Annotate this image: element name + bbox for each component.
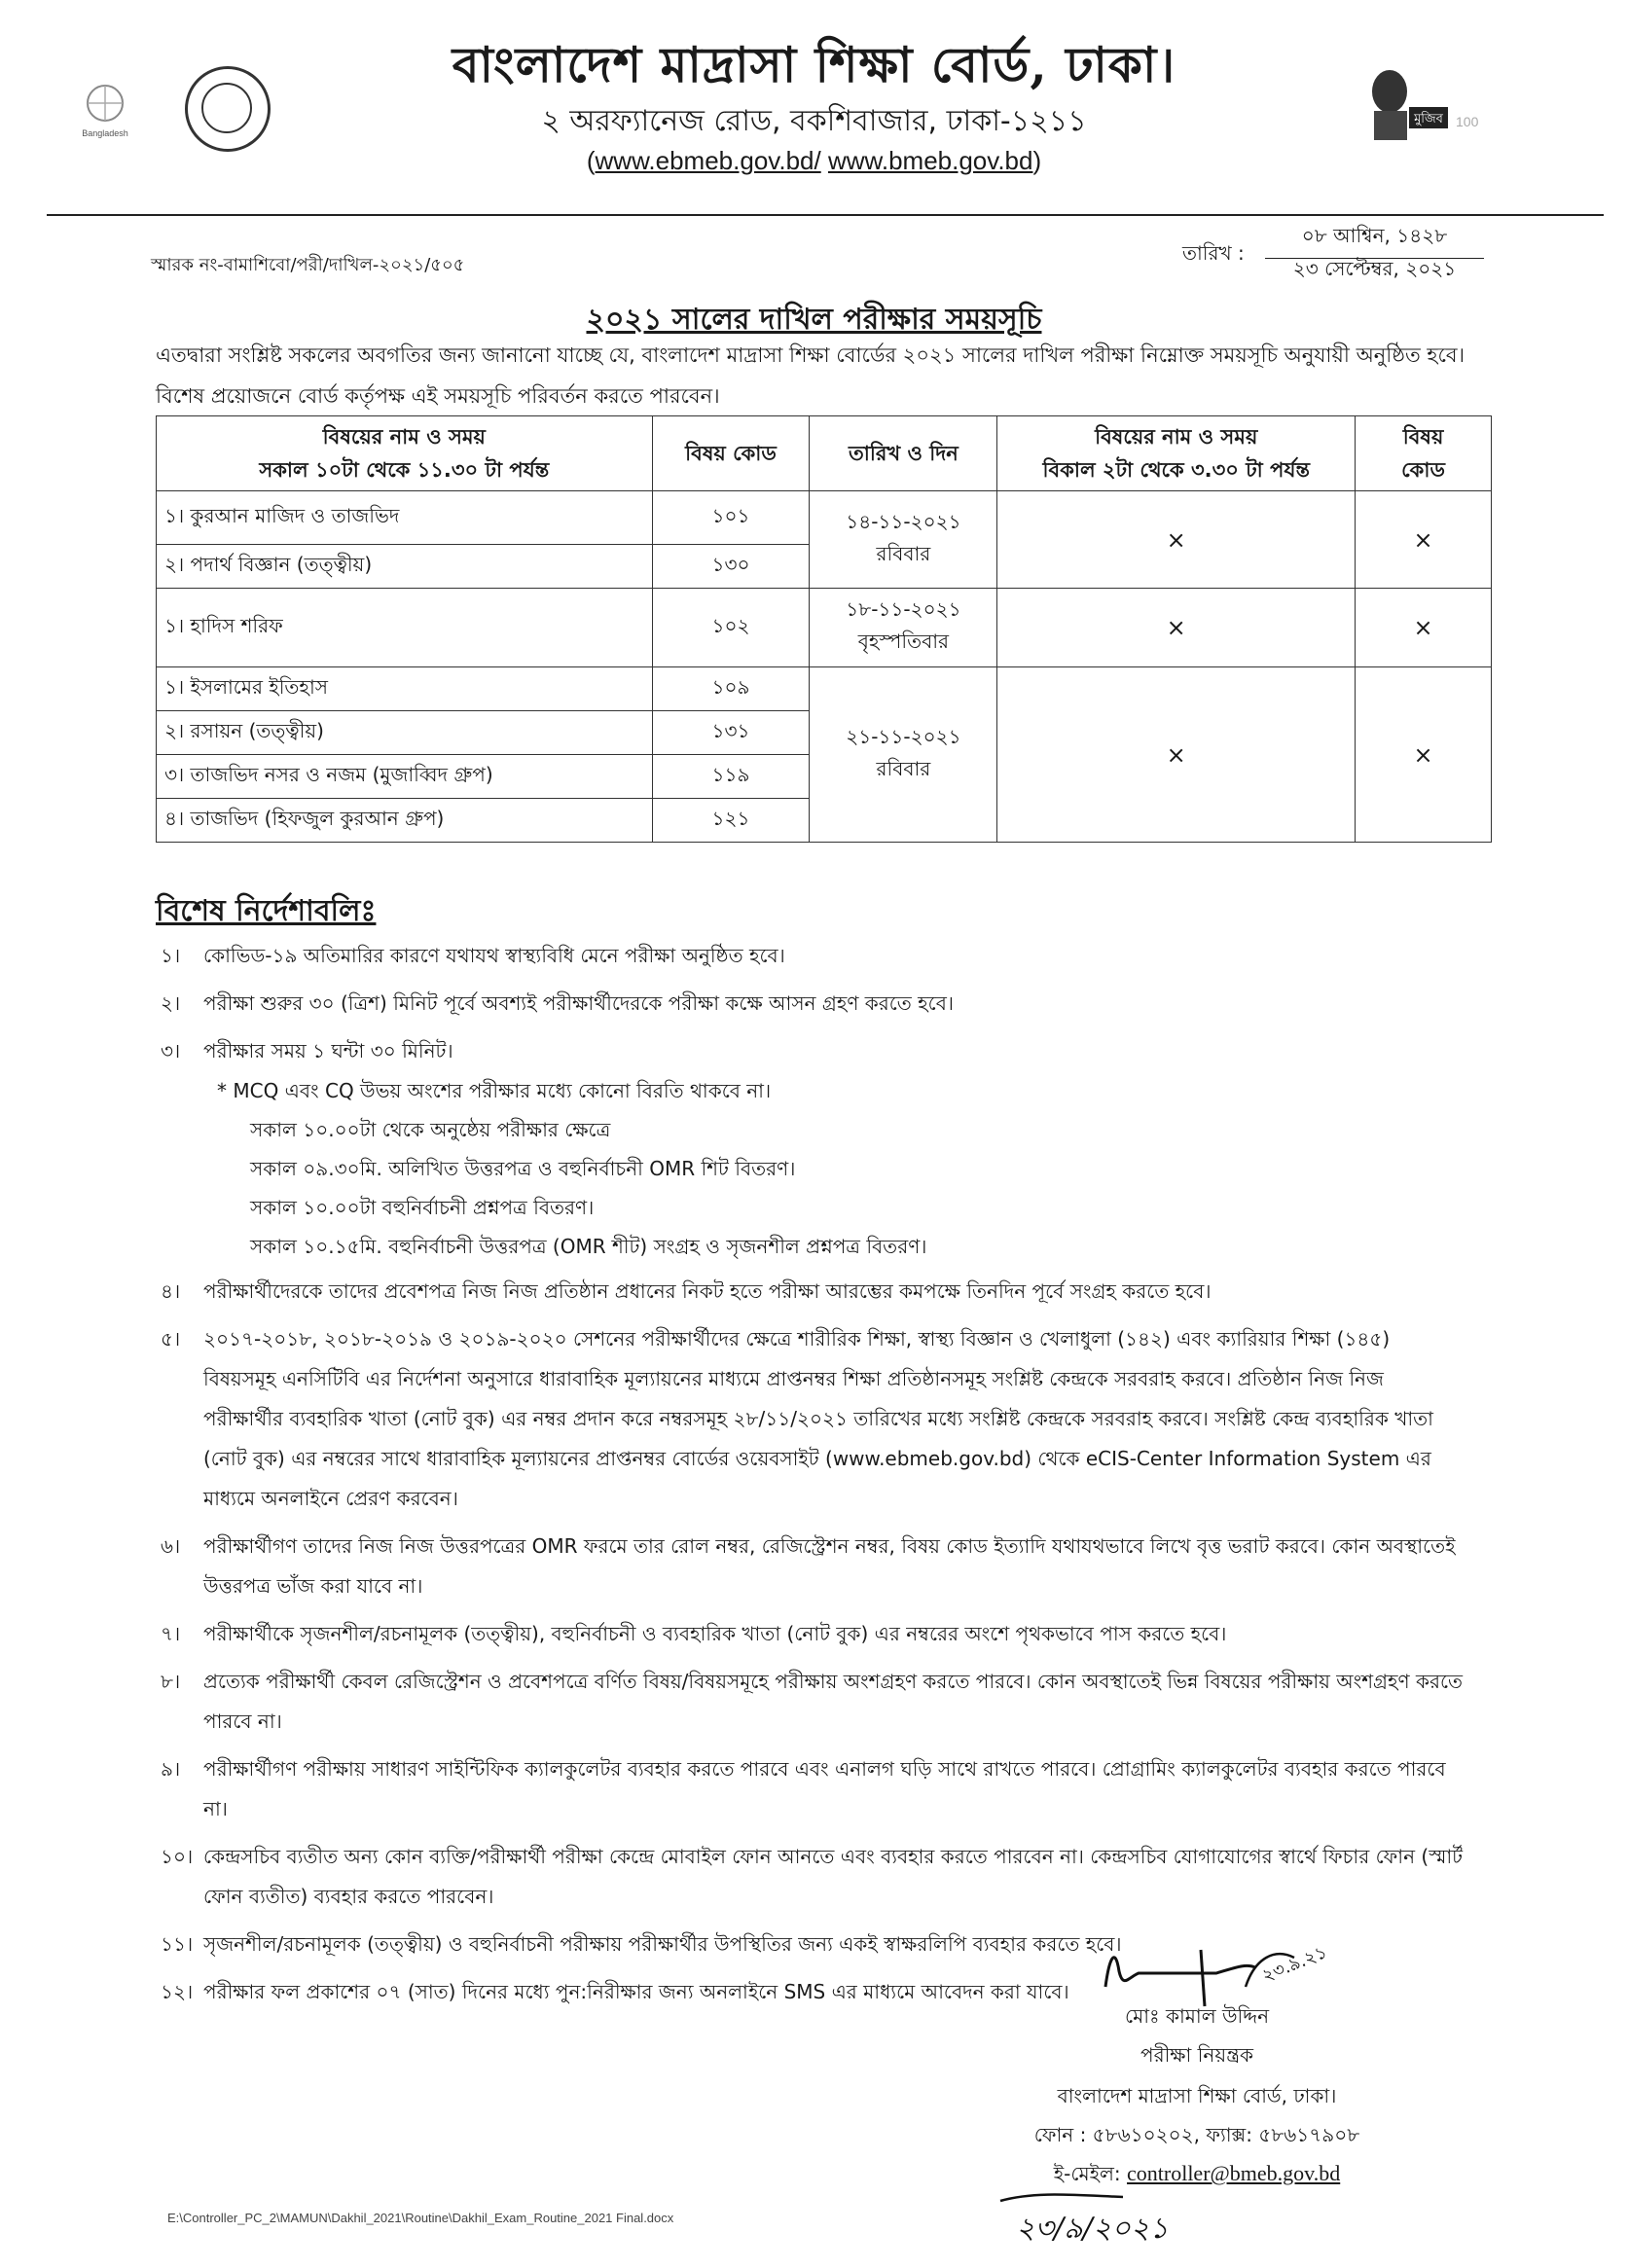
signatory-name: মোঃ কামাল উদ্দিন [1124, 2004, 1270, 2028]
subject-cell: ২। পদার্থ বিজ্ঞান (তত্ত্বীয়) [157, 545, 653, 589]
code-cell: ১০৯ [652, 667, 810, 711]
date-cell: ১৪-১১-২০২১ রবিবার [810, 491, 997, 589]
afternoon-subject-cell: × [997, 589, 1356, 667]
document-title: ২০২১ সালের দাখিল পরীক্ষার সময়সূচি [586, 303, 1042, 337]
signatory-office: বাংলাদেশ মাদ্রাসা শিক্ষা বোর্ড, ঢাকা। [1057, 2084, 1337, 2107]
afternoon-code-cell: × [1356, 589, 1492, 667]
list-item: ৪। পরীক্ষার্থীদেরকে তাদের প্রবেশপত্র নিজ নিজ প্রতিষ্ঠান প্রধানের নিকট হতে পরীক্ষা আরম্ভের কমপক্ষে তিনদিন পূর্বে সংগ্রহ করতে হবে। [161, 1279, 1212, 1303]
sub-item: সকাল ১০.০০টা থেকে অনুষ্ঠেয় পরীক্ষার ক্ষেত্রে [250, 1118, 611, 1141]
code-cell: ১০২ [652, 589, 810, 667]
list-item: ৯। পরীক্ষার্থীগণ পরীক্ষায় সাধারণ সাইন্টিফিক ক্যালকুলেটর ব্যবহার করতে পারবে এবং এনালগ ঘড়ি সাথে রাখতে পারবে। প্রোগ্রামিং ক্যালকুলেটর ব্যবহার করতে পারবে না। [161, 1757, 1446, 1820]
email-link[interactable]: controller@bmeb.gov.bd [1127, 2161, 1341, 2185]
table-header-row [157, 416, 1492, 491]
afternoon-subject-cell: × [997, 667, 1356, 843]
code-cell: ১০১ [652, 491, 810, 545]
website-link-1[interactable]: www.ebmeb.gov.bd/ [595, 146, 821, 175]
subject-cell: ৩। তাজভিদ নসর ও নজম (মুজাব্বিদ গ্রুপ) [157, 755, 653, 799]
svg-text:২৩/৯/২০২১: ২৩/৯/২০২১ [1016, 2212, 1169, 2246]
header-afternoon-code: বিষয় কোড [1356, 416, 1492, 491]
instructions-list [161, 936, 1465, 2020]
memo-number: স্মারক নং-বামাশিবো/পরী/দাখিল-২০২১/৫০৫ [151, 255, 465, 275]
signatory-designation: পরীক্ষা নিয়ন্ত্রক [1140, 2043, 1253, 2067]
afternoon-code-cell: × [1356, 491, 1492, 589]
signatory-email: ই-মেইল: controller@bmeb.gov.bd [1053, 2161, 1341, 2185]
handwritten-date [996, 2187, 1220, 2251]
table-row [157, 589, 1492, 667]
file-path: E:\Controller_PC_2\MAMUN\Dakhil_2021\Routine\Dakhil_Exam_Routine_2021 Final.docx [167, 2211, 674, 2225]
svg-text:Bangladesh: Bangladesh [82, 128, 128, 138]
list-item: ২। পরীক্ষা শুরুর ৩০ (ত্রিশ) মিনিট পূর্বে অবশ্যই পরীক্ষার্থীদেরকে পরীক্ষা কক্ষে আসন গ্রহণ করতে হবে। [161, 991, 954, 1015]
exam-routine-table [156, 415, 1492, 843]
header-afternoon-subject: বিষয়ের নাম ও সময় বিকাল ২টা থেকে ৩.৩০ টা পর্যন্ত [997, 416, 1356, 491]
code-cell: ১১৯ [652, 755, 810, 799]
code-cell: ১৩১ [652, 711, 810, 755]
list-item: ১২। পরীক্ষার ফল প্রকাশের ০৭ (সাত) দিনের মধ্যে পুন:নিরীক্ষার জন্য অনলাইনে SMS এর মাধ্যমে আবেদন করা যাবে। [161, 1980, 1069, 2003]
subject-cell: ১। হাদিস শরিফ [157, 589, 653, 667]
code-cell: ১৩০ [652, 545, 810, 589]
board-address: ২ অরফ্যানেজ রোড, বকশিবাজার, ঢাকা-১২১১ [541, 104, 1087, 138]
subject-cell: ১। ইসলামের ইতিহাস [157, 667, 653, 711]
header-divider [47, 214, 1604, 216]
list-item: ৬। পরীক্ষার্থীগণ তাদের নিজ নিজ উত্তরপত্রের OMR ফরমে তার রোল নম্বর, রেজিস্ট্রেশন নম্বর, বিষয় কোড ইত্যাদি যথাযথভাবে লিখে বৃত্ত ভরাট করবে। কোন অবস্থাতেই উত্তরপত্র ভাঁজ করা যাবে না। [161, 1534, 1456, 1598]
date-bangla: ০৮ আশ্বিন, ১৪২৮ [1265, 222, 1484, 259]
signatory-phone: ফোন : ৫৮৬১০২০২, ফ্যাক্স: ৫৮৬১৭৯০৮ [1033, 2123, 1360, 2146]
list-item: ১১। সৃজনশীল/রচনামূলক (তত্ত্বীয়) ও বহুনির্বাচনী পরীক্ষায় পরীক্ষার্থীর উপস্থিতির জন্য একই স্বাক্ষরলিপি ব্যবহার করতে হবে। [161, 1932, 1122, 1956]
sub-item: * MCQ এবং CQ উভয় অংশের পরীক্ষার মধ্যে কোনো বিরতি থাকবে না। [217, 1079, 772, 1102]
header-date-day: তারিখ ও দিন [810, 416, 997, 491]
table-row [157, 491, 1492, 545]
svg-text:মুজিব: মুজিব [1414, 112, 1443, 126]
website-link-2[interactable]: www.bmeb.gov.bd [827, 146, 1033, 175]
list-item: ৩। পরীক্ষার সময় ১ ঘন্টা ৩০ মিনিট। [161, 1039, 453, 1062]
svg-text:২৩.৯.২১: ২৩.৯.২১ [1259, 1941, 1330, 1987]
table-row [157, 667, 1492, 711]
header-subject-code: বিষয় কোড [652, 416, 810, 491]
list-item: ১। কোভিড-১৯ অতিমারির কারণে যথাযথ স্বাস্থ্যবিধি মেনে পরীক্ষা অনুষ্ঠিত হবে। [161, 944, 785, 967]
afternoon-subject-cell: × [997, 491, 1356, 589]
date-cell: ১৮-১১-২০২১ বৃহস্পতিবার [810, 589, 997, 667]
code-cell: ১২১ [652, 799, 810, 843]
subject-cell: ১। কুরআন মাজিদ ও তাজভিদ [157, 491, 653, 545]
sub-item: সকাল ১০.১৫মি. বহুনির্বাচনী উত্তরপত্র (OMR শীট) সংগ্রহ ও সৃজনশীল প্রশ্নপত্র বিতরণ। [250, 1235, 927, 1258]
list-item: ১০। কেন্দ্রসচিব ব্যতীত অন্য কোন ব্যক্তি/পরীক্ষার্থী পরীক্ষা কেন্দ্রে মোবাইল ফোন আনতে এবং ব্যবহার করতে পারবেন না। কেন্দ্রসচিব যোগাযোগের স্বার্থে ফিচার ফোন (স্মার্ট ফোন ব্যতীত) ব্যবহার করতে পারবেন। [161, 1845, 1464, 1908]
list-item: ৮। প্রত্যেক পরীক্ষার্থী কেবল রেজিস্ট্রেশন ও প্রবেশপত্রে বর্ণিত বিষয়/বিষয়সমূহে পরীক্ষায় অংশগ্রহণ করতে পারবে। কোন অবস্থাতেই ভিন্ন বিষয়ের পরীক্ষায় অংশগ্রহণ করতে পারবে না। [161, 1670, 1463, 1733]
instructions-heading: বিশেষ নির্দেশাবলিঃ [156, 894, 377, 928]
subject-cell: ২। রসায়ন (তত্ত্বীয়) [157, 711, 653, 755]
sub-item: সকাল ০৯.৩০মি. অলিখিত উত্তরপত্র ও বহুনির্বাচনী OMR শিট বিতরণ। [250, 1157, 796, 1180]
afternoon-code-cell: × [1356, 667, 1492, 843]
list-item: ৭। পরীক্ষার্থীকে সৃজনশীল/রচনামূলক (তত্ত্বীয়), বহুনির্বাচনী ও ব্যবহারিক খাতা (নোট বুক) এর নম্বরের অংশে পৃথকভাবে পাস করতে হবে। [161, 1622, 1227, 1645]
header-morning-subject: বিষয়ের নাম ও সময় সকাল ১০টা থেকে ১১.৩০ টা পর্যন্ত [157, 416, 653, 491]
date-english: ২৩ সেপ্টেম্বর, ২০২১ [1292, 257, 1457, 280]
list-item: ৫। ২০১৭-২০১৮, ২০১৮-২০১৯ ও ২০১৯-২০২০ সেশনের পরীক্ষার্থীদের ক্ষেত্রে শারীরিক শিক্ষা, স্বাস্থ্য বিজ্ঞান ও খেলাধুলা (১৪২) এবং ক্যারিয়ার শিক্ষা (১৪৫) বিষয়সমূহ এনসিটিবি এর নির্দেশনা অনুসারে ধারাবাহিক মূল্যায়নের মাধ্যমে প্রাপ্তনম্বর শিক্ষা প্রতিষ্ঠানসমূহ সংশ্লিষ্ট কেন্দ্রকে সরবরাহ করবে। প্রতিষ্ঠান নিজ নিজ পরীক্ষার্থীর ব্যবহারিক খাতা (নোট বুক) এর নম্বর প্রদান করে নম্বরসমূহ ২৮/১১/২০২১ তারিখের মধ্যে সংশ্লিষ্ট কেন্দ্রকে সরবরাহ করবে। সংশ্লিষ্ট কেন্দ্র ব্যবহারিক খাতা (নোট বুক) এর নম্বরের সাথে ধারাবাহিক মূল্যায়নের প্রাপ্তনম্বর বোর্ডের ওয়েবসাইট (www.ebmeb.gov.bd) থেকে eCIS-Center Information System এর মাধ্যমে অনলাইনে প্রেরণ করবেন। [161, 1327, 1433, 1510]
date-cell: ২১-১১-২০২১ রবিবার [810, 667, 997, 843]
svg-text:100: 100 [1456, 114, 1479, 129]
intro-paragraph: এতদ্বারা সংশ্লিষ্ট সকলের অবগতির জন্য জানানো যাচ্ছে যে, বাংলাদেশ মাদ্রাসা শিক্ষা বোর্ডের ২০২১ সালের দাখিল পরীক্ষা নিম্নোক্ত সময়সূচি অনুযায়ী অনুষ্ঠিত হবে। বিশেষ প্রয়োজনে বোর্ড কর্তৃপক্ষ এই সময়সূচি পরিবর্তন করতে পারবেন। [156, 343, 1465, 408]
date-label: তারিখ : [1182, 241, 1245, 265]
board-websites: (www.ebmeb.gov.bd/ www.bmeb.gov.bd) [586, 146, 1042, 175]
board-name: বাংলাদেশ মাদ্রাসা শিক্ষা বোর্ড, ঢাকা। [452, 36, 1176, 93]
sub-item: সকাল ১০.০০টা বহুনির্বাচনী প্রশ্নপত্র বিতরণ। [250, 1196, 595, 1219]
subject-cell: ৪। তাজভিদ (হিফজুল কুরআন গ্রুপ) [157, 799, 653, 843]
